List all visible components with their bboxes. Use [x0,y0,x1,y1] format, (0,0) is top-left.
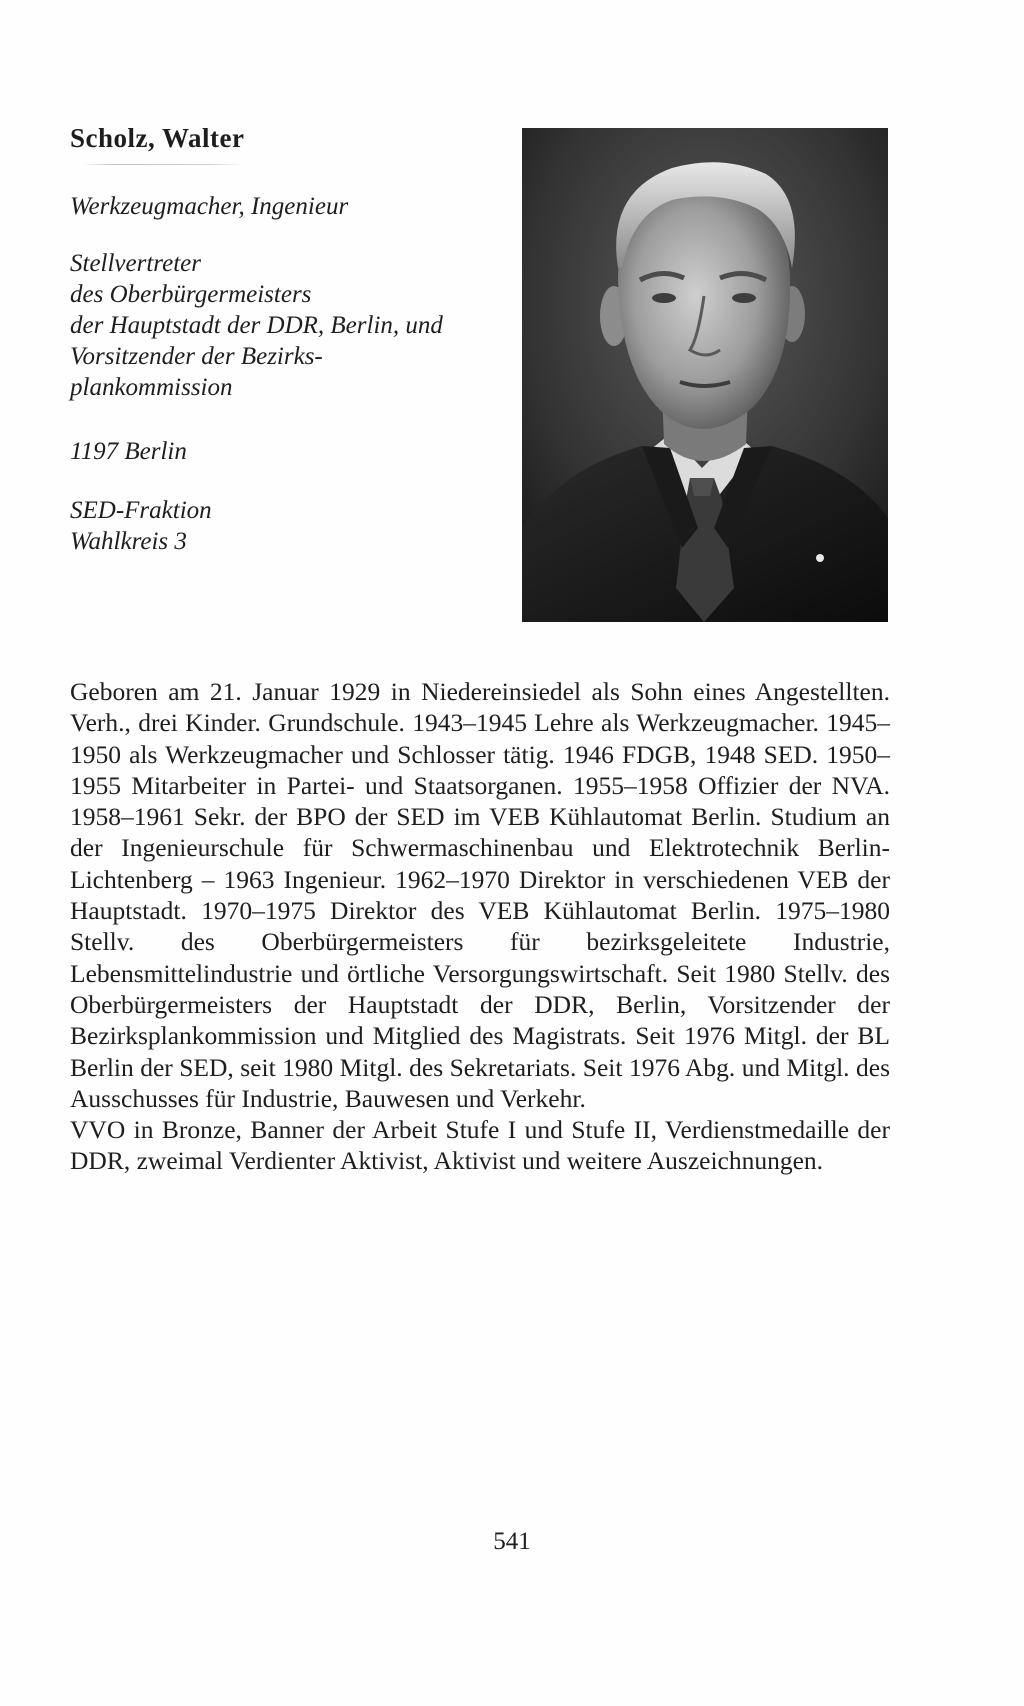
position-line: plankommission [70,374,233,401]
faction-line: SED-Fraktion [70,497,212,524]
occupation [70,191,348,222]
faction-line: Wahlkreis 3 [70,528,187,555]
portrait-photo [522,128,888,622]
position-line: Stellvertreter [70,250,201,277]
address-block [70,436,187,467]
position-block [70,248,443,403]
biography-text-block [70,676,890,1177]
faction-block [70,495,212,557]
address-text: 1197 Berlin [70,438,187,465]
occupation-text: Werkzeugmacher, Ingenieur [70,193,349,220]
position-line: Vorsitzender der Bezirks- [70,343,323,370]
person-name: Scholz, Walter [70,123,245,153]
page-number: 541 [493,1528,531,1555]
position-line: der Hauptstadt der DDR, Berlin, und [70,312,443,339]
awards-paragraph: VVO in Bronze, Banner der Arbeit Stufe I und Stufe II, Verdienstmedaille der DDR, zweimal Verdienter Aktivist, Aktivist und weitere Auszeichnungen. [70,1115,890,1176]
name-underline-divider [82,164,242,165]
position-line: des Oberbürgermeisters [70,281,312,308]
biography-paragraph: Geboren am 21. Januar 1929 in Niedereinsiedel als Sohn eines Angestellten. Verh., drei Kinder. Grundschule. 1943–1945 Lehre als Werkzeugmacher. 1945–1950 als Werkzeugmacher und Schlosser tätig. 1946 FDGB, 1948 SED. 1950–1955 Mitarbeiter in Partei- und Staatsorganen. 1955–1958 Offizier der NVA. 1958–1961 Sekr. der BPO der SED im VEB Kühlautomat Berlin. Studium an der Ingenieurschule für Schwermaschinenbau und Elektrotechnik Berlin-Lichtenberg – 1963 Ingenieur. 1962–1970 Direktor in verschiedenen VEB der Hauptstadt. 1970–1975 Direktor des VEB Kühlautomat Berlin. 1975–1980 Stellv. des Oberbürgermeisters für bezirksgeleitete Industrie, Lebensmittelindustrie und örtliche Versorgungswirtschaft. Seit 1980 Stellv. des Oberbürgermeisters der Hauptstadt der DDR, Berlin, Vorsitzender der Bezirksplankommission und Mitglied des Magistrats. Seit 1976 Mitgl. der BL Berlin der SED, seit 1980 Mitgl. des Sekretariats. Seit 1976 Abg. und Mitgl. des Ausschusses für Industrie, Bauwesen und Verkehr. [70,677,890,1113]
